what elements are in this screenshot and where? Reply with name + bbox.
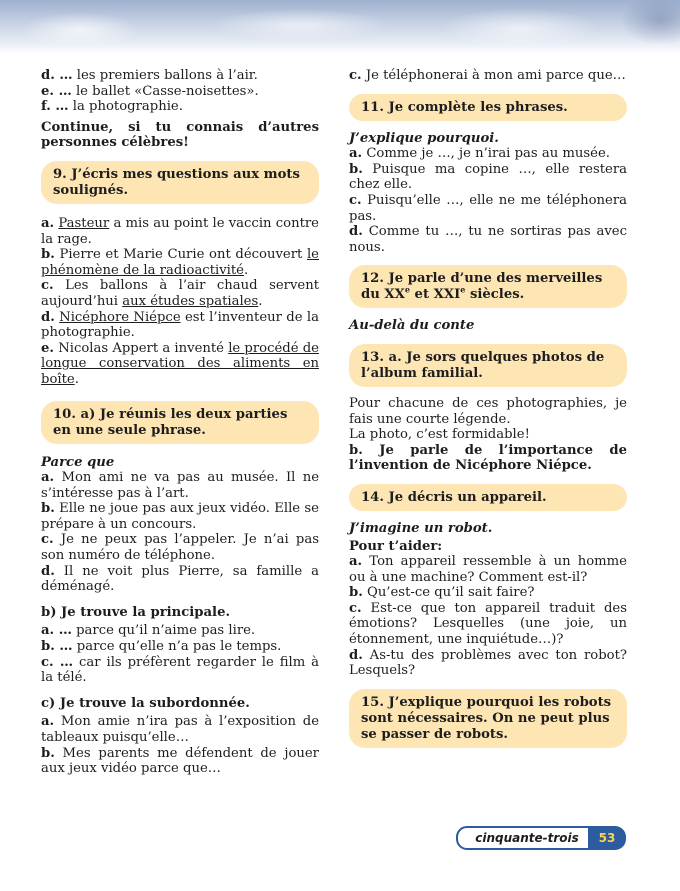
ex10-b-item-a: a. … parce qu’il n’aime pas lire.: [41, 623, 256, 639]
ex10-item-d: d. Il ne voit plus Pierre, sa famille a déménagé.: [41, 563, 319, 595]
right-column: [349, 68, 627, 748]
ex14-subheading: J’imagine un robot.: [349, 520, 493, 536]
exercise-13-title: 13. a. Je sors quelques photos de l’album familial.: [349, 344, 627, 387]
ex14-item-d: d. As-tu des problèmes avec ton robot? Lesquels?: [349, 647, 627, 679]
continue-instruction: Continue, si tu connais d’autres personnes célèbres!: [41, 119, 319, 151]
header-banner: [0, 0, 680, 54]
exercise-9-list: [41, 216, 319, 388]
ex14-help: Pour t’aider:: [349, 538, 443, 554]
ex10-item-c: c. Je ne peux pas l’appeler. Je n’ai pas son numéro de téléphone.: [41, 532, 319, 564]
ex13-text-2: La photo, c’est formidable!: [349, 427, 530, 443]
ex11-subheading: J’explique pourquoi.: [349, 130, 499, 146]
ex10-item-a: a. Mon ami ne va pas au musée. Il ne s’intéresse pas à l’art.: [41, 470, 319, 501]
ex10-b-item-b: b. … parce qu’elle n’a pas le temps.: [41, 639, 282, 655]
exercise-14-title: 14. Je décris un appareil.: [349, 484, 627, 511]
ex14-item-c: c. Est-ce que ton appareil traduit des émotions? Lesquelles (une joie, un étonnement, une inquiétude…)?: [349, 600, 627, 648]
ex11-item-d: d. Comme tu …, tu ne sortiras pas avec nous.: [349, 224, 627, 255]
ex9-item-b: b. Pierre et Marie Curie ont découvert le phénomène de la radioactivité.: [41, 247, 319, 278]
parce-que-heading: Parce que: [41, 454, 115, 470]
page-word: cinquante-trois: [456, 826, 598, 850]
au-dela-du-conte-heading: Au-delà du conte: [349, 318, 475, 334]
ex9-item-a: a. Pasteur a mis au point le vaccin contre la rage.: [41, 215, 319, 247]
ex10-c-item-c: c. Je téléphonerai à mon ami parce que…: [349, 68, 626, 83]
ex10-item-b: b. Elle ne joue pas aux jeux vidéo. Elle se prépare à un concours.: [41, 501, 319, 532]
left-column: [41, 68, 319, 777]
ex10-c-item-b: b. Mes parents me défendent de jouer aux jeux vidéo parce que…: [41, 745, 319, 777]
ex10-b-heading: b) Je trouve la principale.: [41, 604, 231, 620]
ex14-item-a: a. Ton appareil ressemble à un homme ou à une machine? Comment est-il?: [349, 554, 627, 585]
exercise-10-title: 10. a) Je réunis les deux parties en une seule phrase.: [41, 401, 319, 444]
ex10-b-item-c: c. … car ils préfèrent regarder le film à la télé.: [41, 654, 320, 686]
ex9-item-e: e. Nicolas Appert a inventé le procédé de longue conservation des aliments en boîte.: [41, 340, 319, 387]
item-d: d. … les premiers ballons à l’air.: [41, 68, 258, 83]
ex9-item-d: d. Nicéphore Niépce est l’inventeur de la photographie.: [41, 309, 319, 341]
ex9-item-c: c. Les ballons à l’air chaud servent aujourd’hui aux études spatiales.: [41, 278, 319, 309]
item-e: e. … le ballet «Casse-noisettes».: [41, 83, 259, 99]
exercise-11-title: 11. Je complète les phrases.: [349, 94, 627, 121]
exercise-12-title: 12. Je parle d’une des merveilles du XXe et XXIe siècles.: [349, 265, 627, 308]
exercise-9-title: 9. J’écris mes questions aux mots soulignés.: [41, 161, 319, 204]
ex13-text-1: Pour chacune de ces photographies, je fais une courte légende.: [349, 395, 627, 427]
ex10-c-item-a: a. Mon amie n’ira pas à l’exposition de tableaux puisqu’elle…: [41, 714, 319, 745]
page-footer: [456, 826, 626, 848]
item-f: f. … la photographie.: [41, 99, 183, 115]
ex11-item-a: a. Comme je …, je n’irai pas au musée.: [349, 146, 610, 162]
exercise-15-title: 15. J’explique pourquoi les robots sont nécessaires. On ne peut plus se passer de robots.: [349, 689, 627, 748]
ex11-item-c: c. Puisqu’elle …, elle ne me téléphonera pas.: [349, 192, 627, 224]
page-number: 53: [588, 826, 626, 850]
ex13-b: b. Je parle de l’importance de l’invention de Nicéphore Niépce.: [349, 442, 627, 474]
ex11-item-b: b. Puisque ma copine …, elle restera chez elle.: [349, 161, 627, 193]
ex10-c-heading: c) Je trouve la subordonnée.: [41, 695, 250, 711]
ex14-item-b: b. Qu’est-ce qu’il sait faire?: [349, 585, 535, 601]
